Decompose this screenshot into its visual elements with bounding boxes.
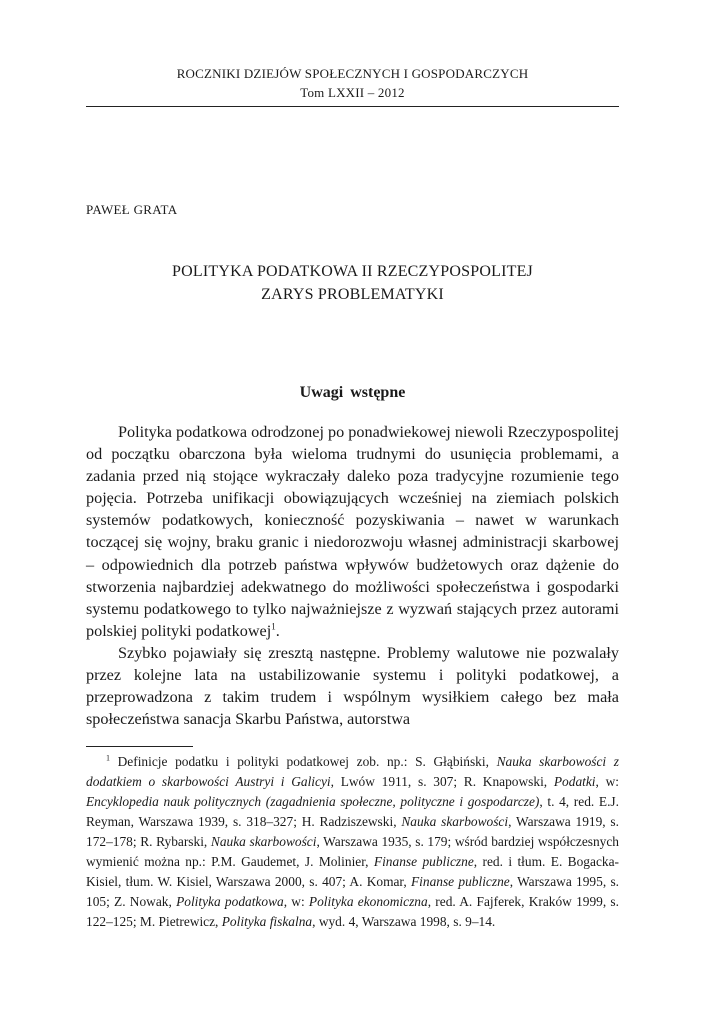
header-rule <box>86 106 619 107</box>
footnote-italic-title: Finanse publiczne <box>410 874 510 889</box>
volume-info: Tom LXXII – 2012 <box>300 85 405 100</box>
footnote-italic-title: Finanse publiczne <box>373 854 474 869</box>
footnote-text-run: , wyd. 4, Warszawa 1998, s. 9–14. <box>312 914 496 929</box>
body-paragraph-1 <box>86 421 619 642</box>
article-author: PAWEŁ GRATA <box>86 202 178 217</box>
footnote-text-run: , Warszawa 1935, s. 179; wśród bardziej współczesnych wymienić można np.: P.M. Gaudemet, J. Molinier, <box>86 834 620 869</box>
title-line-1: POLITYKA PODATKOWA II RZECZYPOSPOLITEJ <box>172 263 533 280</box>
footnote-text-run: , Lwów 1911, s. 307; R. Knapowski, <box>330 774 554 789</box>
footnote-number: 1 <box>106 753 110 763</box>
footnote-text-run: , t. 4, red. E.J. Reyman, Warszawa 1939, s. 318–327; H. Radziszewski, <box>86 794 619 829</box>
paragraph-1-end: . <box>275 621 280 640</box>
footnote-1 <box>86 752 619 932</box>
title-line-2: ZARYS PROBLEMATYKI <box>261 286 444 303</box>
footnote-italic-title: Polityka fiskalna <box>221 914 313 929</box>
footnote-italic-title: Nauka skarbowości <box>401 814 509 829</box>
article-body <box>86 421 619 730</box>
section-heading: Uwagi wstępne <box>299 384 406 401</box>
footnote-italic-title: Encyklopedia nauk politycznych (zagadnienia społeczne, polityczne i gospodarcze) <box>86 794 540 809</box>
footnote-italic-title: Polityka ekonomiczna <box>308 894 428 909</box>
body-paragraph-2: Szybko pojawiały się zresztą następne. Problemy walutowe nie pozwalały przez kolejne lata na ustabilizowanie systemu i polityki podatkowej, a przeprowadzona z takim trudem i wspólnym wysiłkiem całego bez mała społeczeństwa sanacja Skarbu Państwa, autorstwa <box>86 643 619 729</box>
footnote-text-run: , w: <box>283 894 309 909</box>
paragraph-1-text: Polityka podatkowa odrodzonej po ponadwiekowej niewoli Rzeczypospolitej od początku obarczona była wieloma trudnymi do usunięcia problemami, a zadania przed nią stojące wykraczały daleko poza tradycyjne rozumienie tego pojęcia. Potrzeba unifikacji obowiązujących wcześniej na ziemiach polskich systemów podatkowych, konieczność pozyskiwania – nawet w warunkach toczącej się wojny, braku granic i niedorozwoju własnej administracji skarbowej – odpowiednich dla potrzeb państwa wpływów budżetowych oraz dążenie do stworzenia najbardziej adekwatnego do możliwości społeczeństwa i gospodarki systemu podatkowego to tylko najważniejsze z wyzwań stających przez autorami polskiej polityki podatkowej <box>86 423 619 640</box>
footnote-reference-1[interactable]: 1 <box>271 621 276 632</box>
footnote-text-run: , red. A. Fajferek, Kraków 1999, s. 122–125; M. Pietrewicz, <box>86 894 619 929</box>
footnote-italic-title: Podatki <box>553 774 596 789</box>
footnote-italic-title: Nauka skarbowości z dodatkiem o skarbowości Austryi i Galicyi <box>86 754 619 789</box>
footnote-text-run: , Warszawa 1919, s. 172–178; R. Rybarski, <box>86 814 619 849</box>
footnote-italic-title: Polityka podatkowa <box>176 894 284 909</box>
footnote-text-run: Definicje podatku i polityki podatkowej zob. np.: S. Głąbiński, <box>110 754 497 769</box>
footnote-text <box>86 754 619 929</box>
footnote-text-run: , w: <box>595 774 619 789</box>
footnote-text-run: , red. i tłum. E. Bogacka-Kisiel, tłum. W. Kisiel, Warszawa 2000, s. 407; A. Komar, <box>86 854 619 889</box>
journal-name: ROCZNIKI DZIEJÓW SPOŁECZNYCH I GOSPODARCZYCH <box>176 66 529 81</box>
running-head <box>86 64 619 102</box>
footnote-italic-title: Nauka skarbowości <box>210 834 317 849</box>
footnote-text-run: , Warszawa 1995, s. 105; Z. Nowak, <box>86 874 619 909</box>
footnote-rule <box>86 746 193 747</box>
article-title <box>86 260 619 306</box>
